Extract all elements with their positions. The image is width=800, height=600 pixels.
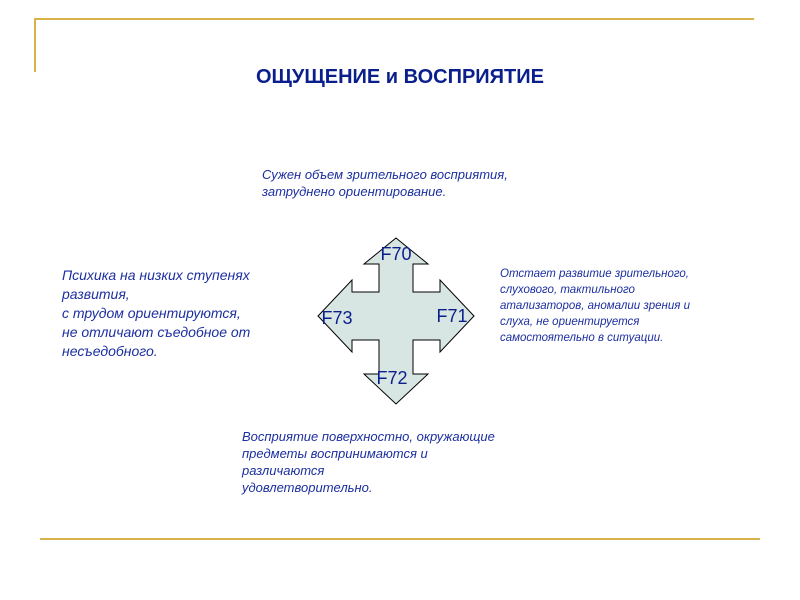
code-right: F71 (436, 306, 468, 326)
note-bottom: Восприятие поверхностно, окружающие предметы воспринимаются и различаются удовлетворительно. (242, 429, 495, 495)
decor-left-line (34, 18, 36, 72)
four-way-arrow-diagram (296, 234, 496, 410)
note-left: Психика на низких ступенях развития, с трудом ориентируются, не отличают съедобное от несъедобного. (62, 267, 251, 359)
page-title: ОЩУЩЕНИЕ и ВОСПРИЯТИЕ (255, 66, 544, 88)
decor-bottom-line (40, 538, 760, 540)
note-top: Сужен объем зрительного восприятия, затруднено ориентирование. (262, 167, 508, 199)
note-right: Отстает развитие зрительного, слухового, тактильного атализаторов, аномалии зрения и слуха, не ориентируется самостоятельно в ситуации. (500, 268, 690, 344)
code-top: F70 (380, 244, 412, 264)
code-left: F73 (321, 308, 353, 328)
decor-top-line (34, 18, 754, 20)
code-bottom: F72 (376, 368, 408, 388)
